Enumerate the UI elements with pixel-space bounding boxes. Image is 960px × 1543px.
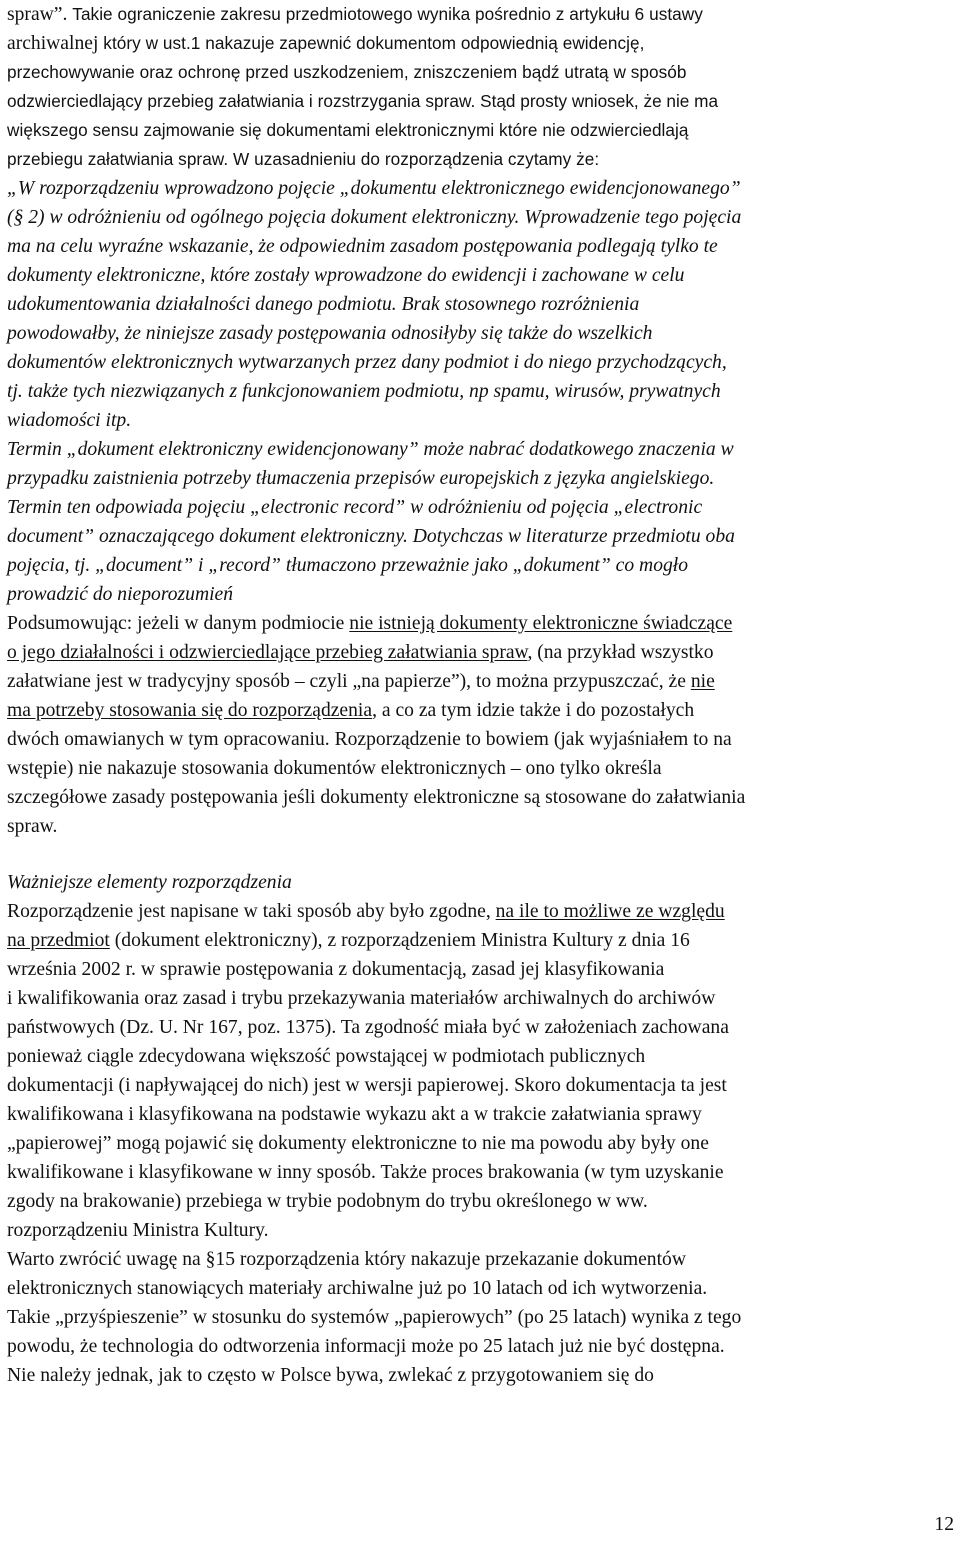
- text-line: Takie „przyśpieszenie” w stosunku do systemów „papierowych” (po 25 latach) wynika z tego: [7, 1307, 742, 1328]
- text-line: Warto zwrócić uwagę na §15 rozporządzenia który nakazuje przekazanie dokumentów: [7, 1249, 686, 1270]
- text-line: [7, 203, 957, 232]
- section-important-elements: [7, 868, 957, 1390]
- text-line: przypadku zaistnienia potrzeby tłumaczenia przepisów europejskich z języka angielskiego.: [7, 468, 715, 489]
- text-line: Termin „dokument elektroniczny ewidencjonowany” może nabrać dodatkowego znaczenia w: [7, 439, 734, 460]
- text-run: W uzasadnieniu do rozporządzenia czytamy że:: [232, 149, 600, 169]
- text-line: pojęcia, tj. „document” i „record” tłumaczono przeważnie jako „dokument” co mogło: [7, 555, 689, 576]
- text-line: większego sensu zajmowanie się dokumentami elektronicznymi które nie odzwierciedlają: [7, 120, 689, 140]
- text-run: Podsumowując: jeżeli w danym podmiocie: [7, 613, 350, 634]
- text-line: dokumentów elektronicznych wytwarzanych przez dany podmiot i do niego przychodzących,: [7, 352, 727, 373]
- text-line: [7, 29, 957, 58]
- text-line: ma na celu wyraźne wskazanie, że odpowiednim zasadom postępowania podlegają tylko te: [7, 236, 718, 257]
- text-line: powodu, że technologia do odtworzenia informacji może po 25 latach już nie być dostępna.: [7, 1336, 725, 1357]
- text-run: odzwierciedlający przebieg załatwiania i rozstrzygania spraw.: [7, 91, 481, 111]
- text-line: rozporządzeniu Ministra Kultury.: [7, 1220, 269, 1241]
- document-page: [7, 0, 957, 1390]
- text-run: (dokument elektroniczny), z rozporządzeniem Ministra Kultury z dnia 16: [109, 930, 690, 951]
- section-heading: Ważniejsze elementy rozporządzenia: [7, 872, 292, 893]
- text-line: dokumenty elektroniczne, które zostały wprowadzone do ewidencji i zachowane w celu: [7, 265, 685, 286]
- text-run: załatwiane jest w tradycyjny sposób – czyli „na papierze”), to można przypuszczać, że: [7, 671, 691, 692]
- text-run: , a co za tym idzie także i do pozostałych: [372, 700, 695, 721]
- text-line: ponieważ ciągle zdecydowana większość powstającej w podmiotach publicznych: [7, 1046, 646, 1067]
- text-line: [7, 897, 957, 926]
- text-line: „W rozporządzeniu wprowadzono pojęcie „dokumentu elektronicznego ewidencjonowanego”: [7, 178, 741, 199]
- paragraph-quote-context: [7, 0, 957, 609]
- text-line: Nie należy jednak, jak to często w Polsce bywa, zwlekać z przygotowaniem się do: [7, 1365, 654, 1386]
- text-line: kwalifikowana i klasyfikowana na podstawie wykazu akt a w trakcie załatwiania sprawy: [7, 1104, 702, 1125]
- text-line: kwalifikowane i klasyfikowane w inny sposób. Także proces brakowania (w tym uzyskanie: [7, 1162, 724, 1183]
- text-run: (§ 2) w odróżnieniu od ogólnego pojęcia dokument elektroniczny.: [7, 207, 525, 228]
- underlined-run: nie: [690, 671, 715, 692]
- text-line: [7, 145, 957, 174]
- text-run: spraw”.: [7, 4, 73, 25]
- text-line: przechowywanie oraz ochronę przed uszkodzeniem, zniszczeniem bądź utratą w sposób: [7, 62, 687, 82]
- text-run: przebiegu załatwiania spraw.: [7, 149, 233, 169]
- text-line: [7, 638, 957, 667]
- text-run: Brak stosownego rozróżnienia: [401, 294, 640, 315]
- text-line: [7, 609, 957, 638]
- text-line: [7, 377, 957, 406]
- text-run: także tych niezwiązanych z funkcjonowaniem podmiotu, np spamu, wirusów, prywatnych: [27, 381, 721, 402]
- text-line: document” oznaczającego dokument elektroniczny. Dotychczas w literaturze przedmiotu oba: [7, 526, 735, 547]
- text-line: państwowych (Dz. U. Nr 167, poz. 1375). Ta zgodność miała być w założeniach zachowana: [7, 1017, 729, 1038]
- underlined-run: o jego działalności i odzwierciedlające przebieg załatwiania spraw: [7, 642, 528, 663]
- text-run: Stąd prosty wniosek, że nie ma: [480, 91, 718, 111]
- text-line: prowadzić do nieporozumień: [7, 584, 234, 605]
- text-run: , (na przykład wszystko: [527, 642, 714, 663]
- text-line: szczegółowe zasady postępowania jeśli dokumenty elektroniczne są stosowane do załatwiania: [7, 787, 746, 808]
- text-line: wiadomości itp.: [7, 410, 132, 431]
- text-run: Takie ograniczenie zakresu przedmiotowego wynika pośrednio z artykułu 6 ustawy: [72, 4, 703, 24]
- text-line: [7, 667, 957, 696]
- text-line: września 2002 r. w sprawie postępowania z dokumentacją, zasad jej klasyfikowania: [7, 959, 665, 980]
- text-line: elektronicznych stanowiących materiały archiwalne już po 10 latach od ich wytworzenia.: [7, 1278, 708, 1299]
- text-line: powodowałby, że niniejsze zasady postępowania odnosiłyby się także do wszelkich: [7, 323, 653, 344]
- text-run: udokumentowania działalności danego podmiotu.: [7, 294, 402, 315]
- text-run: archiwalnej: [7, 33, 104, 54]
- text-line: [7, 290, 957, 319]
- text-line: Termin ten odpowiada pojęciu „electronic record” w odróżnieniu od pojęcia „electronic: [7, 497, 703, 518]
- text-run: Wprowadzenie tego pojęcia: [524, 207, 742, 228]
- text-line: [7, 87, 957, 116]
- text-line: [7, 0, 957, 29]
- text-line: spraw.: [7, 816, 58, 837]
- text-line: [7, 926, 957, 955]
- text-line: zgody na brakowanie) przebiega w trybie podobnym do trybu określonego w ww.: [7, 1191, 648, 1212]
- text-line: dokumentacji (i napływającej do nich) jest w wersji papierowej. Skoro dokumentacja ta jest: [7, 1075, 727, 1096]
- underlined-run: na przedmiot: [7, 930, 110, 951]
- text-line: dwóch omawianych w tym opracowaniu. Rozporządzenie to bowiem (jak wyjaśniałem to na: [7, 729, 732, 750]
- paragraph-gap: [7, 841, 957, 868]
- underlined-run: nie istnieją dokumenty elektroniczne świadczące: [349, 613, 733, 634]
- text-run: Rozporządzenie jest napisane w taki sposób aby było zgodne,: [7, 901, 496, 922]
- text-line: [7, 696, 957, 725]
- page-number: 12: [934, 1514, 954, 1535]
- text-line: wstępie) nie nakazuje stosowania dokumentów elektronicznych – ono tylko określa: [7, 758, 662, 779]
- text-run: który w ust.1 nakazuje zapewnić dokumentom odpowiednią ewidencję,: [103, 33, 645, 53]
- underlined-run: ma potrzeby stosowania się do rozporządzenia: [7, 700, 373, 721]
- text-line: „papierowej” mogą pojawić się dokumenty elektroniczne to nie ma powodu aby były one: [7, 1133, 709, 1154]
- text-line: i kwalifikowania oraz zasad i trybu przekazywania materiałów archiwalnych do archiwów: [7, 988, 716, 1009]
- underlined-run: na ile to możliwe ze względu: [495, 901, 725, 922]
- paragraph-summary: [7, 609, 957, 841]
- text-run: tj.: [7, 381, 28, 402]
